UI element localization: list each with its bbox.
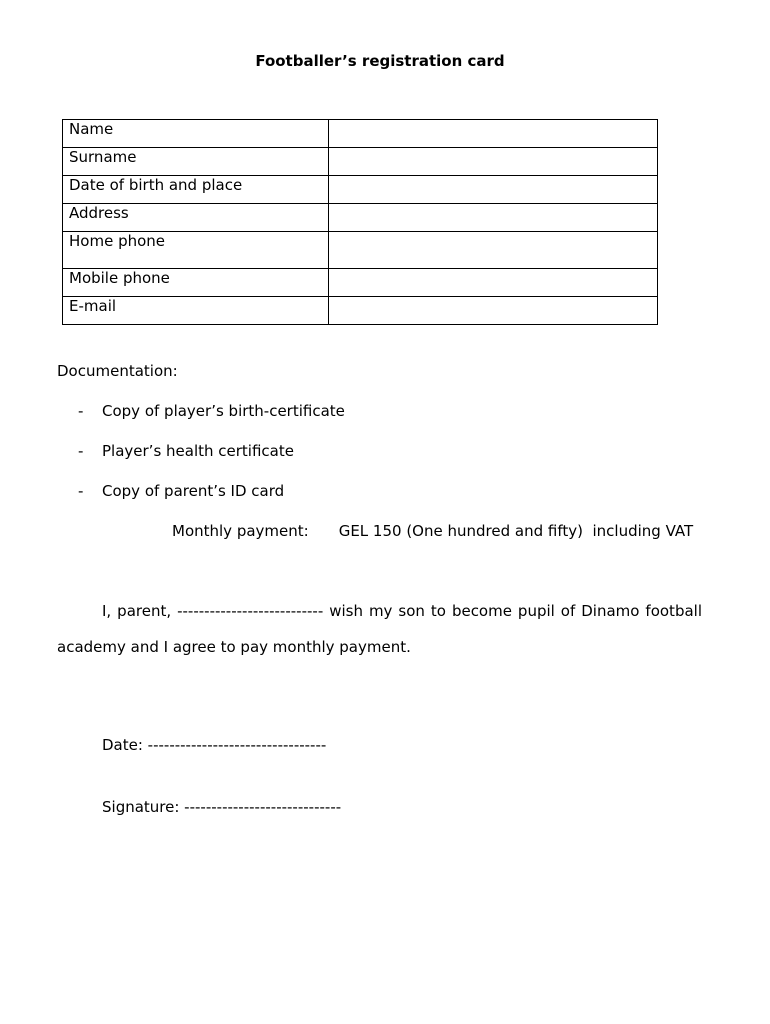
registration-form-table [62, 119, 658, 325]
email-label: E-mail [63, 297, 329, 325]
bullet-dash: - [78, 402, 84, 420]
address-field[interactable] [329, 204, 658, 232]
declaration-line-2: academy and I agree to pay monthly payment. [57, 638, 411, 656]
mobile-phone-label: Mobile phone [63, 269, 329, 297]
table-row [63, 297, 658, 325]
table-row [63, 269, 658, 297]
signature-line: Signature: ----------------------------- [102, 798, 342, 816]
bullet-dash: - [78, 482, 84, 500]
documentation-item-birth-certificate: Copy of player’s birth-certificate [102, 402, 345, 420]
date-of-birth-field[interactable] [329, 176, 658, 204]
name-label: Name [63, 120, 329, 148]
surname-label: Surname [63, 148, 329, 176]
table-row [63, 148, 658, 176]
bullet-dash: - [78, 442, 84, 460]
email-field[interactable] [329, 297, 658, 325]
declaration-line-1: I, parent, --------------------------- wish my son to become pupil of Dinamo football [102, 602, 702, 620]
table-row [63, 232, 658, 269]
mobile-phone-field[interactable] [329, 269, 658, 297]
date-of-birth-label: Date of birth and place [63, 176, 329, 204]
documentation-item-parent-id: Copy of parent’s ID card [102, 482, 285, 500]
monthly-payment [172, 522, 693, 540]
home-phone-label: Home phone [63, 232, 329, 269]
surname-field[interactable] [329, 148, 658, 176]
table-row [63, 204, 658, 232]
home-phone-field[interactable] [329, 232, 658, 269]
name-field[interactable] [329, 120, 658, 148]
address-label: Address [63, 204, 329, 232]
payment-value: GEL 150 (One hundred and fifty) including VAT [338, 522, 694, 540]
table-row [63, 120, 658, 148]
table-row [63, 176, 658, 204]
date-line: Date: --------------------------------- [102, 736, 327, 754]
page-title: Footballer’s registration card [255, 52, 505, 70]
documentation-heading: Documentation: [57, 362, 178, 380]
documentation-item-health-certificate: Player’s health certificate [102, 442, 294, 460]
payment-label: Monthly payment: [172, 522, 309, 540]
